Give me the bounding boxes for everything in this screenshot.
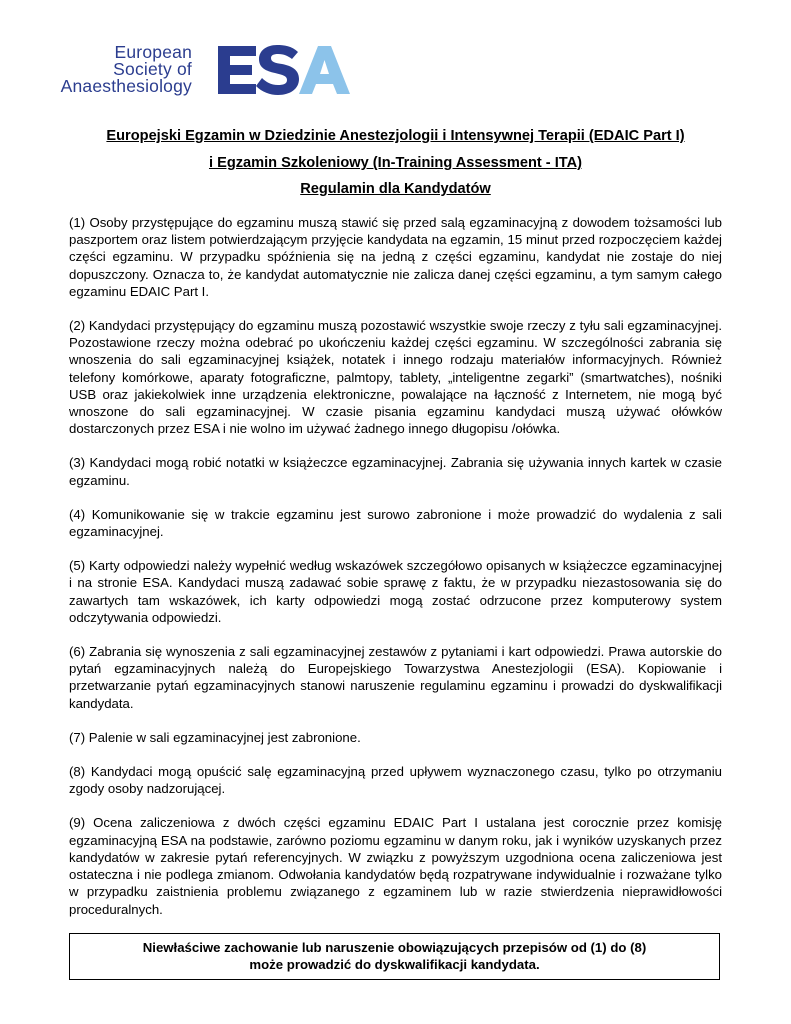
rule-paragraph: (5) Karty odpowiedzi należy wypełnić według wskazówek szczegółowo opisanych w książeczce egzaminacyjnej i na stronie ESA. Kandydaci muszą zadawać sobie sprawę z faktu, że w przypadku niezastosowania się do zawartych tam wskazówek, ich karty odpowiedzi mogą zostać odrzucone przez komputerowy system odczytywania odpowiedzi.	[69, 558, 722, 625]
disqualification-notice-box	[69, 933, 720, 980]
rule-paragraph: (2) Kandydaci przystępujący do egzaminu muszą pozostawić wszystkie swoje rzeczy z tyłu sali egzaminacyjnej. Pozostawione rzeczy można odebrać po ukończeniu każdej części egzaminu. W szczególności zabrania się wnoszenia do sali egzaminacyjnej książek, notatek i innego rodzaju materiałów informacyjnych. Również telefony komórkowe, aparaty fotograficzne, palmtopy, tablety, „inteligentne zegarki” (smartwatches), nośniki USB oraz jakiekolwiek inne urządzenia elektroniczne, powalające na łączność z Internetem, nie mogą być wnoszone do sali egzaminacyjnej. W czasie pisania egzaminu kandydaci muszą używać ołówków dostarczonych przez ESA i nie wolno im używać żadnego innego długopisu /ołówka.	[69, 318, 722, 437]
logo-line-1: European	[114, 42, 192, 62]
esa-logo-mark-icon	[218, 44, 352, 96]
page-title: Europejski Egzamin w Dziedzinie Anestezjologii i Intensywnej Terapii (EDAIC Part I)	[106, 128, 685, 144]
logo-wordmark	[61, 44, 192, 95]
rule-paragraph: (9) Ocena zaliczeniowa z dwóch części egzaminu EDAIC Part I ustalana jest corocznie przez komisję egzaminacyjną ESA na podstawie, zarówno poziomu egzaminu w danym roku, jak i wyników uzyskanych przez kandydatów w zakresie pytań referencyjnych. W związku z powyższym uzgodniona ocena zaliczeniowa jest ostateczna i nie podlega zmianom. Odwołania kandydatów będą rozpatrywane indywidualnie i rozważane tylko w przypadku zaistnienia problemu związanego z egzaminem lub w razie stwierdzenia nieprawidłowości proceduralnych.	[69, 815, 722, 917]
rule-paragraph: (6) Zabrania się wynoszenia z sali egzaminacyjnej zestawów z pytaniami i kart odpowiedzi. Prawa autorskie do pytań egzaminacyjnych należą do Europejskiego Towarzystwa Anestezjologii (ESA). Kopiowanie i przetwarzanie pytań egzaminacyjnych stanowi naruszenie regulaminu egzaminu i prowadzi do dyskwalifikacji kandydata.	[69, 644, 722, 711]
notice-line-2: może prowadzić do dyskwalifikacji kandydata.	[249, 957, 540, 972]
page-subtitle: i Egzamin Szkoleniowy (In-Training Assessment - ITA)	[208, 155, 582, 171]
rules-list	[69, 214, 722, 935]
rule-paragraph: (4) Komunikowanie się w trakcie egzaminu jest surowo zabronione i może prowadzić do wydalenia z sali egzaminacyjnej.	[69, 506, 722, 540]
logo-line-2: Society of	[113, 59, 192, 79]
rule-paragraph: (3) Kandydaci mogą robić notatki w książeczce egzaminacyjnej. Zabrania się używania innych kartek w czasie egzaminu.	[69, 455, 722, 488]
rule-paragraph: (1) Osoby przystępujące do egzaminu muszą stawić się przed salą egzaminacyjną z dowodem tożsamości lub paszportem oraz listem potwierdzającym przyjęcie kandydata na egzamin, 15 minut przed rozpoczęciem każdej części egzaminu. W przypadku spóźnienia się na jedną z części egzaminu, kandydat nie zostaje do niej dopuszczony. Oznacza to, że kandydat automatycznie nie zalicza danej części egzaminu, a tym samym całego egzaminu EDAIC Part I.	[69, 215, 722, 299]
esa-logo	[60, 42, 368, 100]
rule-paragraph: (7) Palenie w sali egzaminacyjnej jest zabronione.	[69, 729, 361, 745]
notice-line-1: Niewłaściwe zachowanie lub naruszenie obowiązujących przepisów od (1) do (8)	[142, 940, 647, 955]
rule-paragraph: (8) Kandydaci mogą opuścić salę egzaminacyjną przed upływem wyznaczonego czasu, tylko po otrzymaniu zgody osoby nadzorującej.	[69, 764, 722, 797]
logo-line-3: Anaesthesiology	[60, 76, 192, 96]
regulations-heading: Regulamin dla Kandydatów	[300, 181, 491, 197]
